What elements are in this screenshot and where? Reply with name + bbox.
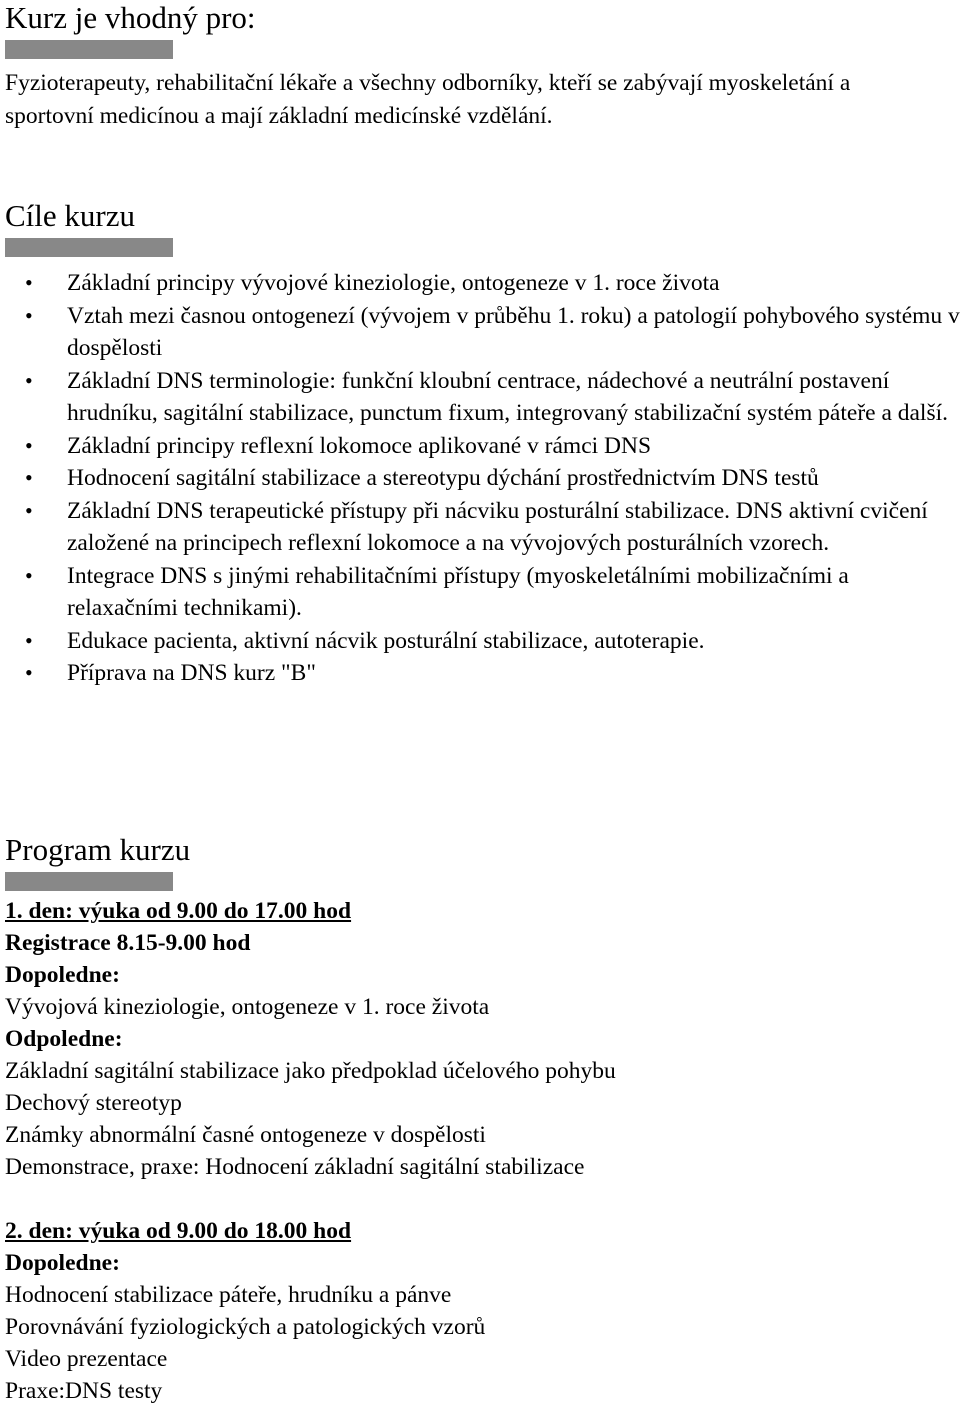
bullet-icon: • bbox=[25, 367, 33, 393]
list-item: • Příprava na DNS kurz "B" bbox=[5, 657, 960, 690]
bullet-icon: • bbox=[25, 302, 33, 328]
bullet-icon: • bbox=[25, 270, 33, 295]
program-heading: Program kurzu bbox=[5, 832, 191, 867]
heading-bar bbox=[5, 872, 173, 891]
bullet-icon: • bbox=[25, 497, 33, 523]
heading-bar bbox=[5, 238, 173, 257]
bullet-icon: • bbox=[25, 562, 33, 588]
list-item: • Integrace DNS s jinými rehabilitačními přístupy (myoskeletálními mobilizačními a relaxačními technikami). bbox=[5, 560, 960, 625]
program-line: Hodnocení stabilizace páteře, hrudníku a pánve bbox=[5, 1282, 452, 1308]
program-line: Video prezentace bbox=[5, 1346, 168, 1372]
goals-list bbox=[5, 267, 960, 690]
program-section bbox=[5, 832, 960, 1407]
list-item: • Základní DNS terminologie: funkční kloubní centrace, nádechové a neutrální postavení hrudníku, sagitální stabilizace, punctum fixum, integrovaný stabilizační systém páteře a další. bbox=[5, 365, 960, 430]
program-line: Demonstrace, praxe: Hodnocení základní sagitální stabilizace bbox=[5, 1154, 585, 1180]
suitable-text: Fyzioterapeuty, rehabilitační lékaře a všechny odborníky, kteří se zabývají myoskeletání a sportovní medicínou a mají základní medicínské vzdělání. bbox=[5, 70, 851, 129]
suitable-section bbox=[5, 0, 960, 132]
day2-title: 2. den: výuka od 9.00 do 18.00 hod bbox=[5, 1218, 352, 1244]
day1-title: 1. den: výuka od 9.00 do 17.00 hod bbox=[5, 898, 352, 924]
list-item: • Základní DNS terapeutické přístupy při nácviku posturální stabilizace. DNS aktivní cvičení založené na principech reflexní lokomoce a na vývojových posturálních vzorech. bbox=[5, 495, 960, 560]
program-line: Známky abnormální časné ontogeneze v dospělosti bbox=[5, 1122, 486, 1148]
heading-bar bbox=[5, 40, 173, 59]
program-line: Vývojová kineziologie, ontogeneze v 1. roce života bbox=[5, 994, 490, 1020]
goals-heading: Cíle kurzu bbox=[5, 198, 135, 233]
list-item: • Edukace pacienta, aktivní nácvik posturální stabilizace, autoterapie. bbox=[5, 625, 960, 658]
bullet-icon: • bbox=[25, 465, 33, 490]
program-line: Porovnávání fyziologických a patologických vzorů bbox=[5, 1314, 486, 1340]
list-item: • Vztah mezi časnou ontogenezí (vývojem v průběhu 1. roku) a patologií pohybového systému v dospělosti bbox=[5, 300, 960, 365]
afternoon-label: Odpoledne: bbox=[5, 1026, 123, 1052]
suitable-heading: Kurz je vhodný pro: bbox=[5, 0, 256, 35]
bullet-icon: • bbox=[25, 660, 33, 685]
morning-label: Dopoledne: bbox=[5, 962, 120, 988]
day2-block bbox=[5, 1215, 960, 1407]
list-item: • Základní principy reflexní lokomoce aplikované v rámci DNS bbox=[5, 430, 960, 463]
morning-label: Dopoledne: bbox=[5, 1250, 120, 1276]
program-line: Dechový stereotyp bbox=[5, 1090, 182, 1116]
program-line: Základní sagitální stabilizace jako předpoklad účelového pohybu bbox=[5, 1058, 616, 1084]
bullet-icon: • bbox=[25, 432, 33, 458]
goals-section bbox=[5, 198, 960, 690]
list-item: • Hodnocení sagitální stabilizace a stereotypu dýchání prostřednictvím DNS testů bbox=[5, 462, 960, 495]
registration-text: Registrace 8.15-9.00 hod bbox=[5, 930, 251, 956]
list-item: • Základní principy vývojové kineziologie, ontogeneze v 1. roce života bbox=[5, 267, 960, 300]
program-line: Praxe:DNS testy bbox=[5, 1378, 163, 1404]
day1-block bbox=[5, 895, 960, 1183]
bullet-icon: • bbox=[25, 627, 33, 653]
